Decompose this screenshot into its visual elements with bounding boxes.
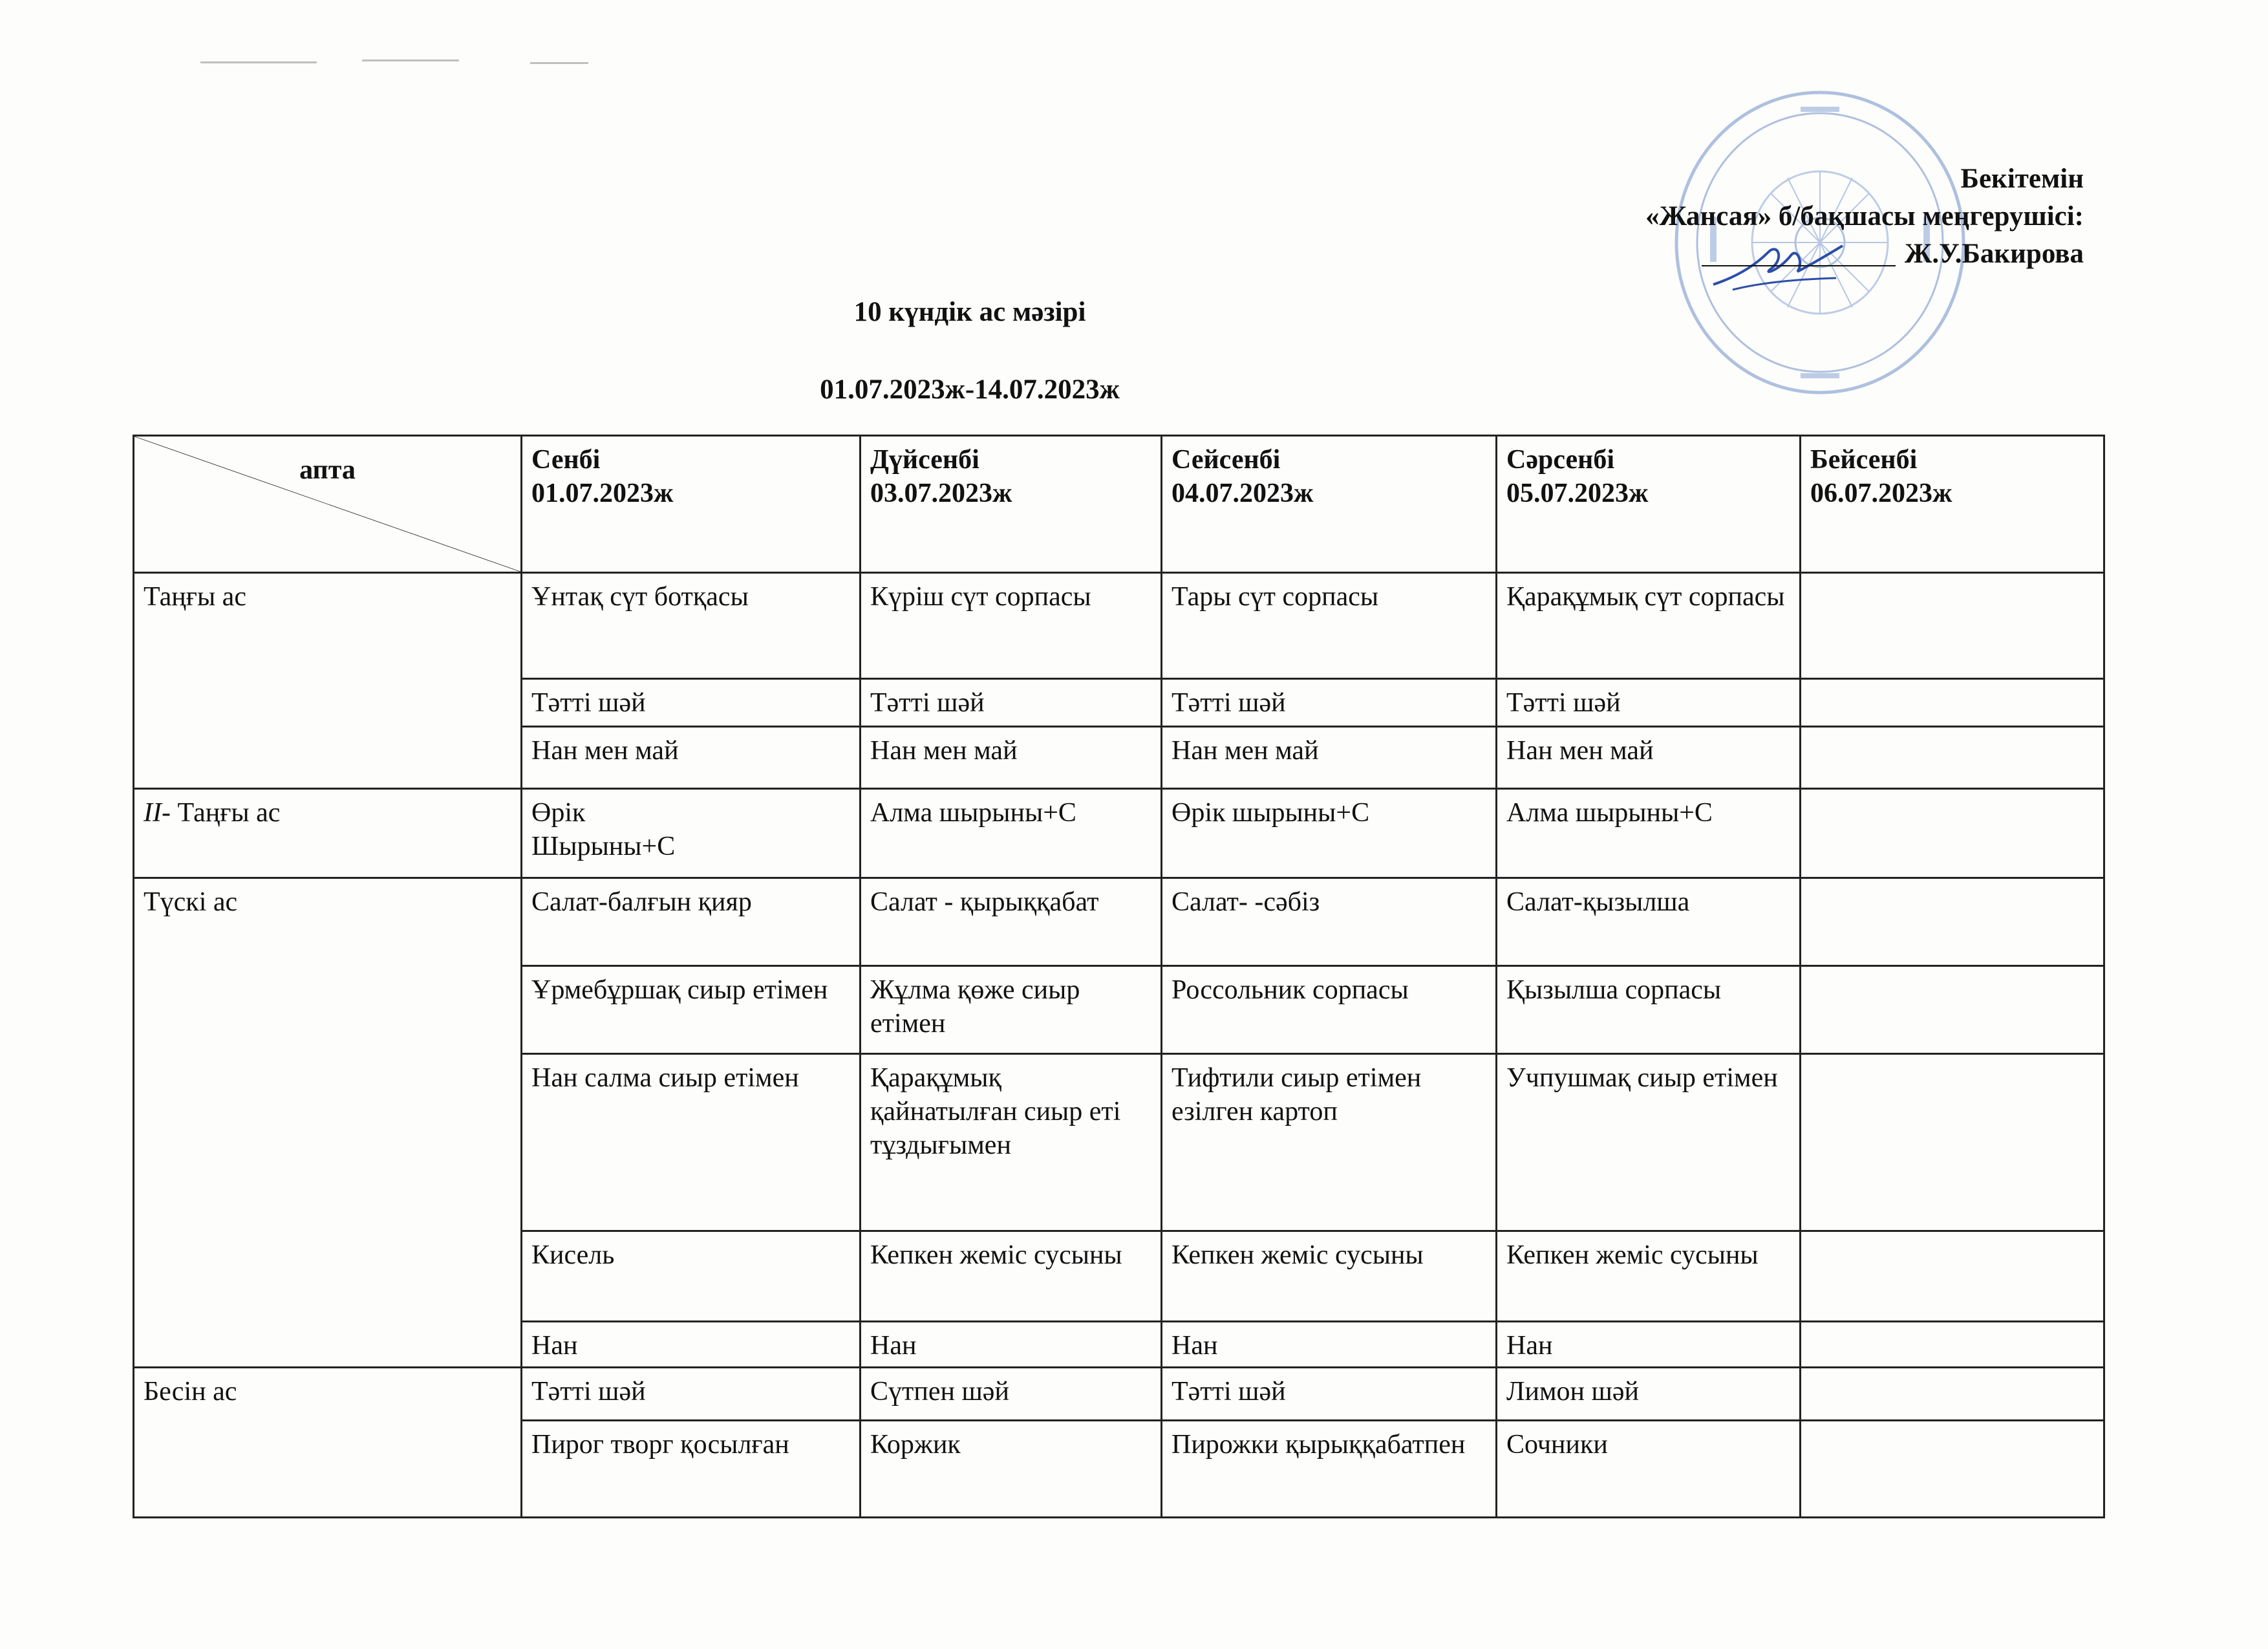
menu-cell [1801, 1322, 2104, 1368]
menu-cell: Жұлма қөже сиыр етімен [861, 966, 1162, 1054]
menu-cell: Тифтили сиыр етімен езілген картоп [1162, 1054, 1497, 1231]
menu-cell: Кепкен жеміс сусыны [1497, 1231, 1801, 1322]
page-title: 10 күндік ас мәзірі [853, 297, 1086, 327]
menu-cell: Кисель [522, 1231, 861, 1322]
menu-cell [1801, 727, 2104, 789]
day-header: Сәрсенбі 05.07.2023ж [1497, 436, 1801, 573]
signature-line [1702, 265, 1896, 266]
header-row [134, 436, 2104, 573]
menu-cell: Сочники [1497, 1421, 1801, 1518]
menu-cell: Ұрмебұршақ сиыр етімен [522, 966, 861, 1054]
day-header: Бейсенбі 06.07.2023ж [1801, 436, 2104, 573]
day-header: Сенбі 01.07.2023ж [522, 436, 861, 573]
menu-cell: Коржик [861, 1421, 1162, 1518]
menu-cell [1801, 1054, 2104, 1231]
menu-cell [1801, 573, 2104, 679]
meal-label-lunch: Түскі ас [134, 878, 522, 1368]
head-name: Ж.У.Бакирова [1904, 239, 2084, 269]
menu-cell: Өрік Шырыны+С [522, 789, 861, 878]
table-row [134, 573, 2104, 679]
menu-cell: Нан мен май [522, 727, 861, 789]
table-row [134, 789, 2104, 878]
menu-cell: Нан салма сиыр етімен [522, 1054, 861, 1231]
approval-title: Бекітемін [1960, 164, 2084, 194]
table-row [134, 878, 2104, 966]
menu-cell: Қарақұмық сүт сорпасы [1497, 573, 1801, 679]
table-row [134, 1368, 2104, 1421]
approval-position: «Жансая» б/бақшасы меңгерушісі: [1645, 201, 2084, 232]
menu-cell: Ұнтақ сүт ботқасы [522, 573, 861, 679]
menu-cell: Күріш сүт сорпасы [861, 573, 1162, 679]
menu-cell: Тәтті шәй [1497, 679, 1801, 727]
menu-cell: Тәтті шәй [861, 679, 1162, 727]
menu-cell: Кепкен жеміс сусыны [861, 1231, 1162, 1322]
menu-cell: Пирог творг қосылған [522, 1421, 861, 1518]
menu-cell [1801, 1368, 2104, 1421]
menu-cell: Нан [522, 1322, 861, 1368]
menu-cell: Россольник сорпасы [1162, 966, 1497, 1054]
menu-cell: Нан мен май [861, 727, 1162, 789]
menu-cell [1801, 878, 2104, 966]
menu-cell: Нан [861, 1322, 1162, 1368]
menu-cell: Тәтті шәй [522, 1368, 861, 1421]
menu-cell: Салат - қырыққабат [861, 878, 1162, 966]
date-range: 01.07.2023ж-14.07.2023ж [820, 374, 1120, 405]
menu-cell: Салат-қызылша [1497, 878, 1801, 966]
menu-cell: Учпушмақ сиыр етімен [1497, 1054, 1801, 1231]
menu-cell: Қарақұмық қайнатылған сиыр еті тұздығымен [861, 1054, 1162, 1231]
scan-mark [200, 61, 317, 63]
menu-cell: Нан [1497, 1322, 1801, 1368]
menu-cell: Кепкен жеміс сусыны [1162, 1231, 1497, 1322]
menu-cell: Пирожки қырыққабатпен [1162, 1421, 1497, 1518]
menu-cell: Салат-балғын қияр [522, 878, 861, 966]
menu-cell: Тәтті шәй [522, 679, 861, 727]
day-header: Дүйсенбі 03.07.2023ж [861, 436, 1162, 573]
corner-cell [134, 436, 522, 573]
menu-cell: Өрік шырыны+С [1162, 789, 1497, 878]
approval-block [1437, 160, 2084, 277]
menu-cell: Алма шырыны+С [1497, 789, 1801, 878]
menu-table [133, 435, 2105, 1518]
meal-label-snack: Бесін ас [134, 1368, 522, 1518]
menu-cell [1801, 1421, 2104, 1518]
meal-label-breakfast: Таңғы ас [134, 573, 522, 789]
scan-mark [530, 62, 588, 64]
scan-mark [362, 59, 459, 61]
menu-cell: Тары сүт сорпасы [1162, 573, 1497, 679]
menu-cell [1801, 966, 2104, 1054]
menu-cell: Салат- -сәбіз [1162, 878, 1497, 966]
menu-cell: Нан мен май [1497, 727, 1801, 789]
menu-cell: Лимон шәй [1497, 1368, 1801, 1421]
menu-cell: Тәтті шәй [1162, 679, 1497, 727]
meal-label-second-breakfast: ІІ- Таңғы ас [134, 789, 522, 878]
menu-cell: Қызылша сорпасы [1497, 966, 1801, 1054]
menu-cell [1801, 679, 2104, 727]
menu-cell: Тәтті шәй [1162, 1368, 1497, 1421]
menu-cell [1801, 789, 2104, 878]
menu-cell [1801, 1231, 2104, 1322]
menu-cell: Нан [1162, 1322, 1497, 1368]
menu-cell: Нан мен май [1162, 727, 1497, 789]
week-label: апта [299, 455, 356, 485]
menu-cell: Сүтпен шәй [861, 1368, 1162, 1421]
day-header: Сейсенбі 04.07.2023ж [1162, 436, 1497, 573]
menu-cell: Алма шырыны+С [861, 789, 1162, 878]
